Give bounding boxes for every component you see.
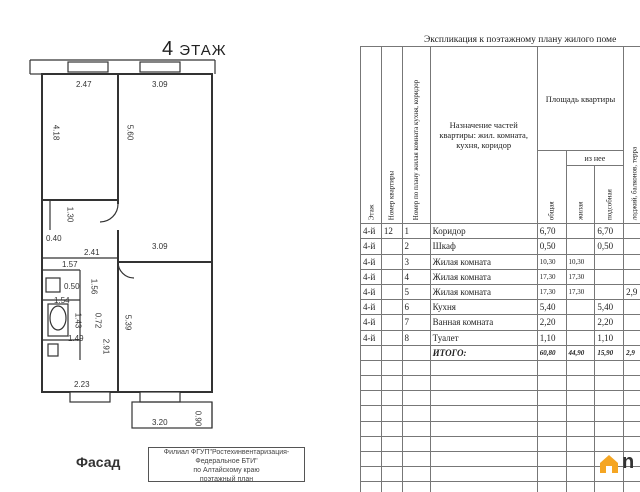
empty-cell — [595, 376, 624, 391]
empty-cell — [624, 360, 640, 375]
table-row — [361, 330, 640, 345]
cell-apartment — [381, 300, 402, 315]
empty-row — [361, 376, 640, 391]
cell-aux — [595, 284, 624, 299]
cell-room-no: 7 — [402, 315, 430, 330]
cell-extra — [624, 269, 640, 284]
cell-floor: 4-й — [361, 224, 382, 239]
cell-living — [566, 239, 595, 254]
dim-label: 1.43 — [73, 313, 82, 329]
empty-cell — [361, 360, 382, 375]
empty-row — [361, 360, 640, 375]
total-area: 60,80 — [537, 345, 566, 360]
empty-cell — [402, 452, 430, 467]
col-purpose: Назначение частей квартиры: жил. комната, кухня, коридор — [430, 47, 537, 224]
cell-total: 0,50 — [537, 239, 566, 254]
empty-cell — [537, 482, 566, 492]
cell-living — [566, 330, 595, 345]
dim-label: 5.39 — [123, 315, 132, 331]
cell-total: 17,30 — [537, 269, 566, 284]
col-total: общая — [537, 151, 566, 224]
dim-label: 5.60 — [125, 125, 134, 141]
empty-cell — [361, 376, 382, 391]
table-row — [361, 269, 640, 284]
dim-label: 0.90 — [193, 411, 202, 427]
empty-cell — [537, 391, 566, 406]
empty-cell — [381, 376, 402, 391]
cell-floor: 4-й — [361, 284, 382, 299]
cell-apartment — [381, 239, 402, 254]
stamp-line: поэтажный план — [149, 475, 304, 482]
bti-stamp — [148, 447, 305, 482]
empty-cell — [430, 452, 537, 467]
empty-cell — [361, 391, 382, 406]
cell-total: 2,20 — [537, 315, 566, 330]
cell-room-no: 5 — [402, 284, 430, 299]
dim-label: 1.49 — [68, 334, 84, 343]
empty-row — [361, 406, 640, 421]
empty-cell — [566, 376, 595, 391]
cell-extra: 2,9 — [624, 284, 640, 299]
col-area-group: Площадь квартиры — [537, 47, 623, 151]
empty-cell — [430, 421, 537, 436]
empty-cell — [624, 421, 640, 436]
empty-cell — [402, 376, 430, 391]
empty-cell — [537, 421, 566, 436]
site-logo — [598, 449, 640, 480]
empty-cell — [624, 406, 640, 421]
empty-cell — [381, 482, 402, 492]
empty-cell — [402, 391, 430, 406]
cell-total: 17,30 — [537, 284, 566, 299]
empty-cell — [566, 406, 595, 421]
cell-aux: 6,70 — [595, 224, 624, 239]
dim-label: 1.56 — [89, 279, 98, 295]
cell-total: 10,30 — [537, 254, 566, 269]
empty-cell — [381, 452, 402, 467]
table-row — [361, 239, 640, 254]
empty-cell — [402, 436, 430, 451]
cell-living: 10,30 — [566, 254, 595, 269]
empty-cell — [402, 482, 430, 492]
cell-total: 5,40 — [537, 300, 566, 315]
cell-aux — [595, 269, 624, 284]
empty-cell — [537, 406, 566, 421]
cell-room-no: 2 — [402, 239, 430, 254]
cell-floor: 4-й — [361, 254, 382, 269]
dim-label: 2.47 — [76, 80, 92, 89]
cell-extra — [624, 224, 640, 239]
cell-apartment — [381, 330, 402, 345]
dim-label: 1.30 — [65, 207, 74, 223]
cell-extra — [624, 315, 640, 330]
cell-purpose: Ванная комната — [430, 315, 537, 330]
empty-cell — [361, 436, 382, 451]
cell-aux: 5,40 — [595, 300, 624, 315]
cell-apartment: 12 — [381, 224, 402, 239]
empty-cell — [624, 391, 640, 406]
cell-apartment — [381, 315, 402, 330]
stamp-line: Филиал ФГУП"Ростехинвентаризация-Федеральное БТИ" — [149, 448, 304, 466]
cell-living: 17,30 — [566, 284, 595, 299]
cell-purpose: Жилая комната — [430, 269, 537, 284]
dim-label: 2.41 — [84, 248, 100, 257]
cell-floor: 4-й — [361, 269, 382, 284]
cell-aux — [595, 254, 624, 269]
house-logo-icon — [598, 453, 620, 475]
empty-cell — [361, 452, 382, 467]
table-row — [361, 254, 640, 269]
logo-letter: n — [622, 451, 634, 474]
empty-cell — [381, 406, 402, 421]
empty-cell — [595, 391, 624, 406]
dim-label: 0.72 — [93, 313, 102, 329]
cell-extra — [624, 254, 640, 269]
dim-label: 1.57 — [62, 260, 78, 269]
empty-cell — [595, 482, 624, 492]
dim-label: 0.50 — [64, 282, 80, 291]
empty-cell — [566, 421, 595, 436]
cell-aux: 0,50 — [595, 239, 624, 254]
empty-cell — [566, 360, 595, 375]
empty-cell — [381, 421, 402, 436]
cell-floor: 4-й — [361, 300, 382, 315]
col-extra: лоджий, балконов, терра — [624, 47, 640, 224]
empty-cell — [430, 406, 537, 421]
empty-cell — [430, 376, 537, 391]
cell-purpose: Жилая комната — [430, 284, 537, 299]
floor-word: ЭТАЖ — [179, 42, 226, 59]
empty-cell — [566, 436, 595, 451]
empty-cell — [537, 360, 566, 375]
cell-room-no: 3 — [402, 254, 430, 269]
facade-label: Фасад — [76, 454, 120, 470]
floor-number: 4 — [162, 38, 174, 60]
cell-extra — [624, 239, 640, 254]
table-row-total — [361, 345, 640, 360]
total-label: ИТОГО: — [430, 345, 537, 360]
cell-room-no: 8 — [402, 330, 430, 345]
stamp-line: по Алтайскому краю — [149, 466, 304, 475]
empty-cell — [566, 452, 595, 467]
cell-total: 1,10 — [537, 330, 566, 345]
col-of-which: из нее — [566, 151, 624, 166]
table-row — [361, 224, 640, 239]
table-body — [361, 224, 640, 346]
total-living: 44,90 — [566, 345, 595, 360]
empty-cell — [430, 436, 537, 451]
empty-cell — [361, 421, 382, 436]
cell-floor: 4-й — [361, 315, 382, 330]
cell-purpose: Коридор — [430, 224, 537, 239]
table-row — [361, 284, 640, 299]
explication-table — [360, 46, 640, 492]
empty-cell — [402, 406, 430, 421]
cell-apartment — [381, 254, 402, 269]
dim-label: 1.54 — [54, 296, 70, 305]
empty-row — [361, 482, 640, 492]
empty-cell — [361, 406, 382, 421]
cell-purpose: Кухня — [430, 300, 537, 315]
cell-living — [566, 300, 595, 315]
cell-living — [566, 315, 595, 330]
empty-cell — [381, 436, 402, 451]
cell-total: 6,70 — [537, 224, 566, 239]
cell-purpose: Туалет — [430, 330, 537, 345]
empty-cell — [381, 360, 402, 375]
col-aux: подсобная — [595, 166, 624, 224]
empty-cell — [566, 391, 595, 406]
empty-cell — [381, 391, 402, 406]
dim-label: 2.91 — [101, 339, 110, 355]
cell-room-no: 1 — [402, 224, 430, 239]
cell-purpose: Шкаф — [430, 239, 537, 254]
empty-row — [361, 391, 640, 406]
dim-label: 3.09 — [152, 242, 168, 251]
cell-floor: 4-й — [361, 330, 382, 345]
cell-living — [566, 224, 595, 239]
table-row — [361, 300, 640, 315]
empty-row — [361, 421, 640, 436]
empty-cell — [361, 482, 382, 492]
dim-label: 4.18 — [51, 125, 60, 141]
table-title: Экспликация к поэтажному плану жилого поме — [424, 35, 616, 45]
cell-extra — [624, 300, 640, 315]
cell-apartment — [381, 284, 402, 299]
col-floor: Этаж — [361, 47, 382, 224]
empty-cell — [624, 482, 640, 492]
total-aux: 15,90 — [595, 345, 624, 360]
dim-label: 0.40 — [46, 234, 62, 243]
cell-aux: 1,10 — [595, 330, 624, 345]
empty-cell — [595, 421, 624, 436]
cell-purpose: Жилая комната — [430, 254, 537, 269]
floor-plan-drawing — [0, 0, 345, 445]
empty-cell — [537, 436, 566, 451]
total-extra: 2,9 — [624, 345, 640, 360]
empty-cell — [430, 391, 537, 406]
dim-label: 2.23 — [74, 380, 90, 389]
empty-cell — [566, 482, 595, 492]
cell-room-no: 4 — [402, 269, 430, 284]
cell-living: 17,30 — [566, 269, 595, 284]
empty-cell — [537, 376, 566, 391]
empty-cell — [402, 421, 430, 436]
col-living: жилая — [566, 166, 595, 224]
dim-label: 3.09 — [152, 80, 168, 89]
table-row — [361, 315, 640, 330]
explication-table-wrap — [360, 46, 640, 492]
empty-cell — [624, 376, 640, 391]
cell-apartment — [381, 269, 402, 284]
cell-room-no: 6 — [402, 300, 430, 315]
cell-extra — [624, 330, 640, 345]
empty-cell — [402, 360, 430, 375]
empty-cell — [430, 360, 537, 375]
empty-cell — [595, 360, 624, 375]
empty-cell — [430, 482, 537, 492]
empty-cell — [595, 406, 624, 421]
col-apartment: Номер квартиры — [381, 47, 402, 224]
cell-aux: 2,20 — [595, 315, 624, 330]
empty-cell — [537, 452, 566, 467]
col-room-no: Номер по плану жилая комната кухня, коридор — [402, 47, 430, 224]
cell-floor: 4-й — [361, 239, 382, 254]
dim-label: 3.20 — [152, 418, 168, 427]
